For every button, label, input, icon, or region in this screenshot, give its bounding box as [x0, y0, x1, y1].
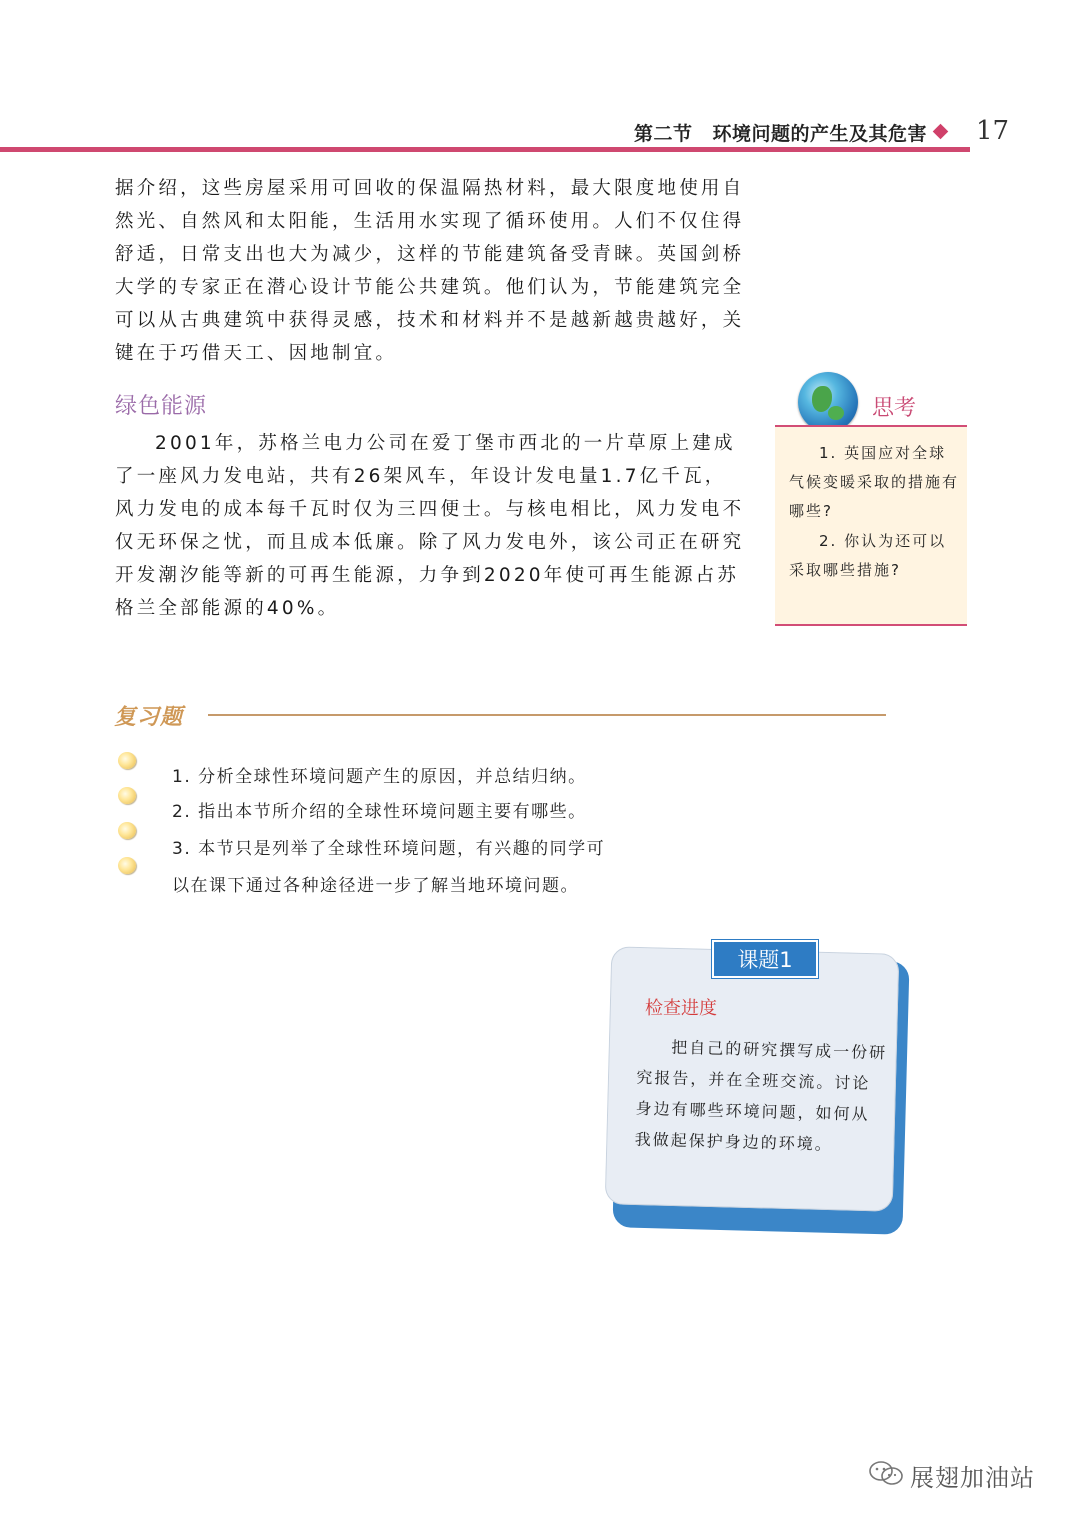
header-section: 第二节: [634, 123, 693, 145]
running-header: [634, 119, 927, 146]
wechat-icon: [868, 1460, 904, 1486]
bullet-icon: [118, 857, 136, 874]
page-number: 17: [976, 116, 1010, 146]
section-heading-green-energy: 绿色能源: [115, 394, 208, 419]
green-energy-paragraph: 2001年，苏格兰电力公司在爱丁堡市西北的一片草原上建成了一座风力发电站，共有26架风车，年设计发电量1.7亿千瓦，风力发电的成本每千瓦时仅为三四便士。与核电相比，风力发电不仅无环保之忧，而且成本低廉。除了风力发电外，该公司正在研究开发潮汐能等新的可再生能源，力争到2020年使可再生能源占苏格兰全部能源的40%。: [115, 433, 745, 619]
globe-icon: [798, 372, 858, 432]
think-question-2: 2. 你认为还可以采取哪些措施?: [789, 532, 947, 579]
project-card-subtitle: 检查进度: [645, 998, 717, 1019]
bullet-icon: [118, 752, 136, 769]
review-item-3-continued: 以在课下通过各种途径进一步了解当地环境问题。: [172, 876, 579, 896]
review-item-2: 2. 指出本节所介绍的全球性环境问题主要有哪些。: [172, 802, 587, 822]
think-box: [775, 425, 967, 626]
header-title: 环境问题的产生及其危害: [712, 123, 928, 145]
project-card-text: 把自己的研究撰写成一份研究报告，并在全班交流。讨论身边有哪些环境问题，如何从我做起保护身边的环境。: [634, 1037, 888, 1154]
think-title: 思考: [872, 396, 917, 421]
think-question-1: 1. 英国应对全球气候变暖采取的措施有哪些?: [789, 444, 960, 520]
header-rule: [0, 147, 970, 152]
review-item-1: 1. 分析全球性环境问题产生的原因，并总结归纳。: [172, 767, 587, 787]
review-item-3: 3. 本节只是列举了全球性环境问题，有兴趣的同学可: [172, 839, 606, 859]
review-rule: [208, 714, 886, 716]
review-title: 复习题: [114, 705, 184, 730]
project-card-tab-label: 课题1: [737, 948, 793, 972]
watermark: 展翅加油站: [910, 1464, 1035, 1492]
bullet-icon: [118, 822, 136, 839]
bullet-icon: [118, 787, 136, 804]
diamond-icon: [933, 124, 949, 140]
intro-paragraph: 据介绍，这些房屋采用可回收的保温隔热材料，最大限度地使用自然光、自然风和太阳能，生活用水实现了循环使用。人们不仅住得舒适，日常支出也大为减少，这样的节能建筑备受青睐。英国剑桥大学的专家正在潜心设计节能公共建筑。他们认为，节能建筑完全可以从古典建筑中获得灵感，技术和材料并不是越新越贵越好，关键在于巧借天工、因地制宜。: [115, 178, 745, 364]
